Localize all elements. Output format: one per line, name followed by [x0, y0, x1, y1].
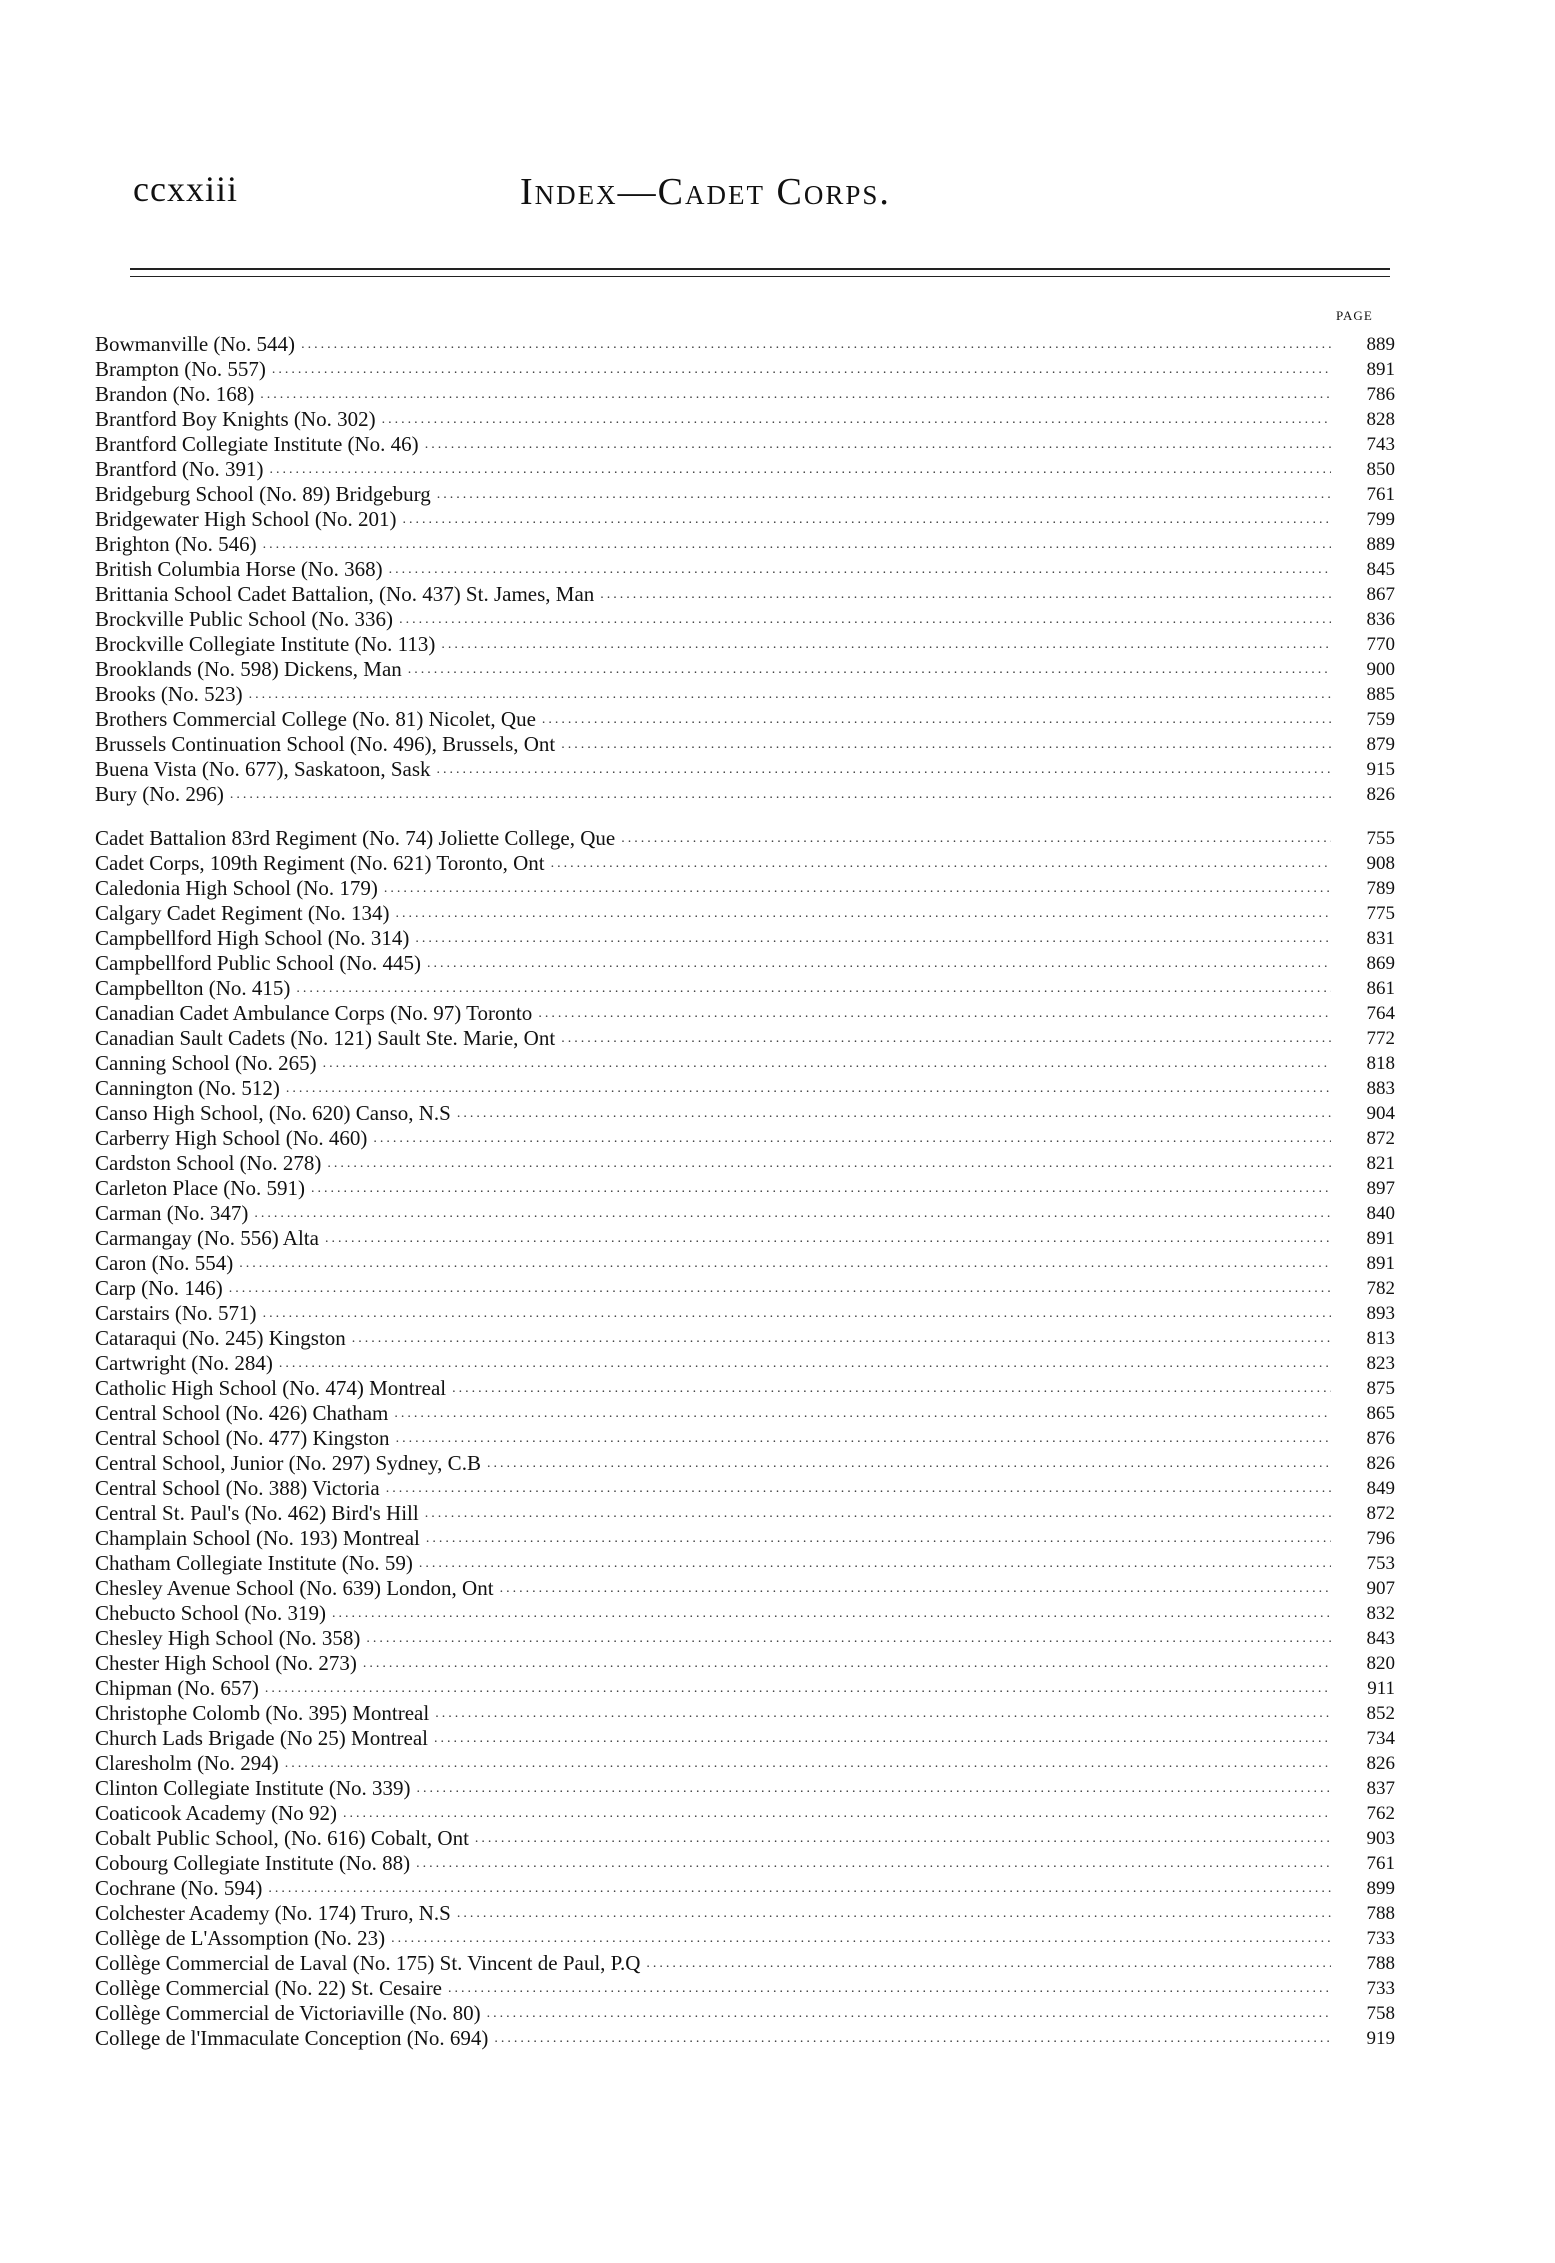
entry-name: Christophe Colomb (No. 395) Montreal [95, 1701, 430, 1725]
dot-leader [441, 632, 1331, 657]
entry-page: 743 [1366, 434, 1395, 455]
entry-name: Calgary Cadet Regiment (No. 134) [95, 901, 390, 925]
dot-leader [600, 582, 1331, 607]
entry-name: Canadian Sault Cadets (No. 121) Sault Ste. Marie, Ont [95, 1026, 556, 1050]
index-entry [95, 1626, 1395, 1651]
dot-leader [296, 976, 1331, 1001]
entry-page: 903 [1366, 1828, 1395, 1849]
dot-leader [419, 1551, 1331, 1576]
index-entry [95, 1276, 1395, 1301]
entry-name: Buena Vista (No. 677), Saskatoon, Sask [95, 757, 431, 781]
entry-name: Collège de L'Assomption (No. 23) [95, 1926, 386, 1950]
index-section-c [95, 826, 1395, 2051]
entry-name: Brooklands (No. 598) Dickens, Man [95, 657, 402, 681]
dot-leader [434, 1726, 1331, 1751]
dot-leader [621, 826, 1331, 851]
entry-page: 761 [1366, 1853, 1395, 1874]
dot-leader [363, 1651, 1331, 1676]
index-entry [95, 1851, 1395, 1876]
entry-name: Caron (No. 554) [95, 1251, 234, 1275]
entry-name: Carberry High School (No. 460) [95, 1126, 368, 1150]
dot-leader [452, 1376, 1331, 1401]
header-rule-thin [130, 276, 1390, 277]
entry-name: Central School (No. 477) Kingston [95, 1426, 390, 1450]
entry-name: Collège Commercial de Laval (No. 175) St. Vincent de Paul, P.Q [95, 1951, 641, 1975]
dot-leader [448, 1976, 1331, 2001]
entry-page: 820 [1366, 1653, 1395, 1674]
page-title: Index—Cadet Corps. [520, 171, 891, 213]
entry-name: Chipman (No. 657) [95, 1676, 259, 1700]
entry-name: Bridgewater High School (No. 201) [95, 507, 397, 531]
dot-leader [538, 1001, 1331, 1026]
index-entry [95, 851, 1395, 876]
index-entry [95, 1476, 1395, 1501]
entry-page: 843 [1366, 1628, 1395, 1649]
index-entry [95, 1801, 1395, 1826]
index-entry [95, 1101, 1395, 1126]
index-entry [95, 407, 1395, 432]
dot-leader [551, 851, 1331, 876]
dot-leader [239, 1251, 1331, 1276]
entry-page: 782 [1366, 1278, 1395, 1299]
dot-leader [399, 607, 1331, 632]
entry-page: 758 [1366, 2003, 1395, 2024]
index-entry [95, 1976, 1395, 2001]
dot-leader [561, 732, 1331, 757]
entry-name: Cannington (No. 512) [95, 1076, 280, 1100]
entry-name: Brampton (No. 557) [95, 357, 266, 381]
index-entry [95, 382, 1395, 407]
dot-leader [325, 1226, 1331, 1251]
entry-page: 837 [1366, 1778, 1395, 1799]
index-entry [95, 657, 1395, 682]
entry-page: 869 [1366, 953, 1395, 974]
entry-page: 885 [1366, 684, 1395, 705]
entry-page: 919 [1366, 2028, 1395, 2049]
index-entry [95, 482, 1395, 507]
entry-page: 893 [1366, 1303, 1395, 1324]
entry-name: Catholic High School (No. 474) Montreal [95, 1376, 447, 1400]
entry-name: Canso High School, (No. 620) Canso, N.S [95, 1101, 451, 1125]
index-entry [95, 1201, 1395, 1226]
index-entry [95, 1876, 1395, 1901]
entry-name: Brantford Collegiate Institute (No. 46) [95, 432, 419, 456]
dot-leader [386, 1476, 1331, 1501]
dot-leader [263, 532, 1331, 557]
index-entry [95, 1926, 1395, 1951]
index-entry [95, 1526, 1395, 1551]
entry-page: 734 [1366, 1728, 1395, 1749]
dot-leader [272, 357, 1331, 382]
entry-page: 831 [1366, 928, 1395, 949]
entry-page: 875 [1366, 1378, 1395, 1399]
entry-name: Carmangay (No. 556) Alta [95, 1226, 319, 1250]
index-entry [95, 1551, 1395, 1576]
entry-name: Bridgeburg School (No. 89) Bridgeburg [95, 482, 431, 506]
entry-page: 826 [1366, 1753, 1395, 1774]
entry-page: 759 [1366, 709, 1395, 730]
index-entry [95, 2026, 1395, 2051]
dot-leader [260, 382, 1331, 407]
entry-name: Cartwright (No. 284) [95, 1351, 273, 1375]
index-entry [95, 1726, 1395, 1751]
entry-name: Brittania School Cadet Battalion, (No. 437) St. James, Man [95, 582, 595, 606]
entry-page: 865 [1366, 1403, 1395, 1424]
entry-page: 836 [1366, 609, 1395, 630]
entry-name: Cadet Corps, 109th Regiment (No. 621) Toronto, Ont [95, 851, 545, 875]
index-entry [95, 2001, 1395, 2026]
index-entry [95, 1051, 1395, 1076]
entry-name: Claresholm (No. 294) [95, 1751, 279, 1775]
entry-page: 861 [1366, 978, 1395, 999]
entry-name: Central School (No. 426) Chatham [95, 1401, 389, 1425]
entry-name: Central St. Paul's (No. 462) Bird's Hill [95, 1501, 419, 1525]
entry-name: Chesley Avenue School (No. 639) London, Ont [95, 1576, 494, 1600]
entry-name: Brandon (No. 168) [95, 382, 255, 406]
index-section-b [95, 332, 1395, 807]
entry-name: Bowmanville (No. 544) [95, 332, 296, 356]
dot-leader [487, 1451, 1331, 1476]
index-entry [95, 1351, 1395, 1376]
dot-leader [396, 901, 1331, 926]
dot-leader [394, 1401, 1331, 1426]
dot-leader [265, 1676, 1331, 1701]
dot-leader [425, 432, 1331, 457]
index-entry [95, 457, 1395, 482]
entry-name: Carstairs (No. 571) [95, 1301, 257, 1325]
dot-leader [646, 1951, 1331, 1976]
dot-leader [311, 1176, 1331, 1201]
index-entry [95, 332, 1395, 357]
entry-name: Brantford (No. 391) [95, 457, 264, 481]
entry-page: 818 [1366, 1053, 1395, 1074]
page-column-label: PAGE [1336, 308, 1373, 323]
dot-leader [425, 1501, 1331, 1526]
index-entry [95, 826, 1395, 851]
dot-leader [542, 707, 1331, 732]
dot-leader [415, 926, 1331, 951]
entry-page: 788 [1366, 1953, 1395, 1974]
entry-name: Brockville Public School (No. 336) [95, 607, 394, 631]
entry-page: 891 [1366, 1253, 1395, 1274]
entry-name: Cobalt Public School, (No. 616) Cobalt, Ont [95, 1826, 469, 1850]
dot-leader [366, 1626, 1331, 1651]
entry-name: Chesley High School (No. 358) [95, 1626, 361, 1650]
entry-name: Campbellton (No. 415) [95, 976, 291, 1000]
dot-leader [426, 1526, 1331, 1551]
index-entry [95, 876, 1395, 901]
entry-name: Caledonia High School (No. 179) [95, 876, 378, 900]
dot-leader [457, 1101, 1331, 1126]
dot-leader [408, 657, 1331, 682]
entry-name: Church Lads Brigade (No 25) Montreal [95, 1726, 428, 1750]
dot-leader [263, 1301, 1331, 1326]
entry-page: 772 [1366, 1028, 1395, 1049]
entry-page: 897 [1366, 1178, 1395, 1199]
dot-leader [249, 682, 1331, 707]
index-entry [95, 951, 1395, 976]
entry-name: Chebucto School (No. 319) [95, 1601, 326, 1625]
entry-name: Carman (No. 347) [95, 1201, 249, 1225]
entry-page: 733 [1366, 1978, 1395, 1999]
header-rule [130, 268, 1390, 270]
index-entry [95, 1826, 1395, 1851]
dot-leader [323, 1051, 1331, 1076]
index-entry [95, 757, 1395, 782]
entry-name: Cardston School (No. 278) [95, 1151, 322, 1175]
index-entry [95, 1126, 1395, 1151]
entry-name: Central School (No. 388) Victoria [95, 1476, 380, 1500]
entry-page: 786 [1366, 384, 1395, 405]
dot-leader [457, 1901, 1331, 1926]
entry-page: 826 [1366, 1453, 1395, 1474]
entry-page: 867 [1366, 584, 1395, 605]
index-entry [95, 607, 1395, 632]
index-entry [95, 1226, 1395, 1251]
index-entry [95, 1326, 1395, 1351]
entry-name: Brockville Collegiate Institute (No. 113) [95, 632, 436, 656]
entry-page: 813 [1366, 1328, 1395, 1349]
entry-name: Coaticook Academy (No 92) [95, 1801, 338, 1825]
dot-leader [427, 951, 1331, 976]
index-entry [95, 1651, 1395, 1676]
entry-page: 849 [1366, 1478, 1395, 1499]
index-entry [95, 1076, 1395, 1101]
dot-leader [270, 457, 1331, 482]
entry-page: 904 [1366, 1103, 1395, 1124]
entry-page: 900 [1366, 659, 1395, 680]
entry-page: 872 [1366, 1128, 1395, 1149]
index-entry [95, 1901, 1395, 1926]
entry-page: 883 [1366, 1078, 1395, 1099]
entry-page: 733 [1366, 1928, 1395, 1949]
index-entry [95, 557, 1395, 582]
entry-name: Central School, Junior (No. 297) Sydney, C.B [95, 1451, 481, 1475]
index-entry [95, 357, 1395, 382]
entry-name: Brussels Continuation School (No. 496), Brussels, Ont [95, 732, 556, 756]
dot-leader [435, 1701, 1331, 1726]
entry-page: 840 [1366, 1203, 1395, 1224]
page-number: ccxxiii [133, 169, 238, 209]
entry-page: 872 [1366, 1503, 1395, 1524]
entry-name: Collège Commercial de Victoriaville (No. 80) [95, 2001, 481, 2025]
entry-page: 821 [1366, 1153, 1395, 1174]
index-entry [95, 1376, 1395, 1401]
entry-name: Brothers Commercial College (No. 81) Nicolet, Que [95, 707, 536, 731]
index-entry [95, 432, 1395, 457]
entry-page: 823 [1366, 1353, 1395, 1374]
index-entry [95, 707, 1395, 732]
entry-name: Campbellford High School (No. 314) [95, 926, 410, 950]
index-entry [95, 901, 1395, 926]
entry-page: 753 [1366, 1553, 1395, 1574]
entry-page: 845 [1366, 559, 1395, 580]
dot-leader [437, 757, 1332, 782]
entry-name: Brantford Boy Knights (No. 302) [95, 407, 376, 431]
index-entry [95, 976, 1395, 1001]
entry-name: Cobourg Collegiate Institute (No. 88) [95, 1851, 411, 1875]
dot-leader [373, 1126, 1331, 1151]
dot-leader [382, 407, 1331, 432]
entry-page: 755 [1366, 828, 1395, 849]
index-entry [95, 1576, 1395, 1601]
entry-page: 908 [1366, 853, 1395, 874]
entry-name: Canadian Cadet Ambulance Corps (No. 97) Toronto [95, 1001, 533, 1025]
entry-page: 762 [1366, 1803, 1395, 1824]
entry-page: 891 [1366, 359, 1395, 380]
entry-page: 899 [1366, 1878, 1395, 1899]
entry-page: 891 [1366, 1228, 1395, 1249]
entry-page: 889 [1366, 334, 1395, 355]
entry-name: College de l'Immaculate Conception (No. 694) [95, 2026, 489, 2050]
entry-page: 915 [1366, 759, 1395, 780]
entry-name: Bury (No. 296) [95, 782, 224, 806]
dot-leader [396, 1426, 1331, 1451]
index-entry [95, 582, 1395, 607]
entry-name: Cadet Battalion 83rd Regiment (No. 74) Joliette College, Que [95, 826, 616, 850]
index-entry [95, 1026, 1395, 1051]
index-entry [95, 632, 1395, 657]
entry-page: 761 [1366, 484, 1395, 505]
dot-leader [279, 1351, 1331, 1376]
entry-page: 876 [1366, 1428, 1395, 1449]
index-entry [95, 1951, 1395, 1976]
entry-page: 911 [1367, 1678, 1395, 1699]
dot-leader [487, 2001, 1331, 2026]
dot-leader [286, 1076, 1331, 1101]
dot-leader [343, 1801, 1331, 1826]
entry-page: 828 [1366, 409, 1395, 430]
entry-name: British Columbia Horse (No. 368) [95, 557, 383, 581]
entry-page: 788 [1366, 1903, 1395, 1924]
entry-page: 826 [1366, 784, 1395, 805]
index-entry [95, 1001, 1395, 1026]
index-entry [95, 1401, 1395, 1426]
index-entry [95, 1701, 1395, 1726]
dot-leader [230, 782, 1331, 807]
entry-name: Canning School (No. 265) [95, 1051, 317, 1075]
entry-page: 850 [1366, 459, 1395, 480]
index-entry [95, 1676, 1395, 1701]
dot-leader [285, 1751, 1331, 1776]
entry-page: 879 [1366, 734, 1395, 755]
entry-page: 796 [1366, 1528, 1395, 1549]
entry-name: Brighton (No. 546) [95, 532, 257, 556]
dot-leader [437, 482, 1331, 507]
index-entry [95, 1601, 1395, 1626]
dot-leader [332, 1601, 1331, 1626]
index-entry [95, 1151, 1395, 1176]
entry-name: Colchester Academy (No. 174) Truro, N.S [95, 1901, 451, 1925]
entry-page: 889 [1366, 534, 1395, 555]
index-entry [95, 732, 1395, 757]
index-entry [95, 532, 1395, 557]
index-entry [95, 507, 1395, 532]
entry-name: Cochrane (No. 594) [95, 1876, 263, 1900]
dot-leader [384, 876, 1331, 901]
entry-page: 775 [1366, 903, 1395, 924]
entry-page: 852 [1366, 1703, 1395, 1724]
entry-name: Carleton Place (No. 591) [95, 1176, 305, 1200]
dot-leader [254, 1201, 1331, 1226]
index-entry [95, 1451, 1395, 1476]
entry-name: Chatham Collegiate Institute (No. 59) [95, 1551, 413, 1575]
index-entry [95, 1501, 1395, 1526]
index-entry [95, 1176, 1395, 1201]
dot-leader [268, 1876, 1331, 1901]
index-entry [95, 1251, 1395, 1276]
dot-leader [403, 507, 1331, 532]
entry-name: Chester High School (No. 273) [95, 1651, 357, 1675]
index-entry [95, 782, 1395, 807]
dot-leader [301, 332, 1331, 357]
dot-leader [327, 1151, 1331, 1176]
dot-leader [417, 1776, 1331, 1801]
entry-name: Collège Commercial (No. 22) St. Cesaire [95, 1976, 443, 2000]
entry-page: 764 [1366, 1003, 1395, 1024]
entry-page: 907 [1366, 1578, 1395, 1599]
dot-leader [391, 1926, 1331, 1951]
dot-leader [389, 557, 1331, 582]
dot-leader [475, 1826, 1331, 1851]
dot-leader [561, 1026, 1331, 1051]
dot-leader [352, 1326, 1331, 1351]
index-entry [95, 1426, 1395, 1451]
entry-name: Cataraqui (No. 245) Kingston [95, 1326, 346, 1350]
entry-page: 789 [1366, 878, 1395, 899]
entry-page: 770 [1366, 634, 1395, 655]
dot-leader [416, 1851, 1331, 1876]
entry-name: Champlain School (No. 193) Montreal [95, 1526, 420, 1550]
entry-page: 832 [1366, 1603, 1395, 1624]
entry-name: Campbellford Public School (No. 445) [95, 951, 422, 975]
index-entry [95, 926, 1395, 951]
dot-leader [494, 2026, 1331, 2051]
entry-name: Clinton Collegiate Institute (No. 339) [95, 1776, 411, 1800]
index-entry [95, 1751, 1395, 1776]
entry-name: Carp (No. 146) [95, 1276, 223, 1300]
index-entry [95, 1301, 1395, 1326]
index-entry [95, 682, 1395, 707]
dot-leader [500, 1576, 1331, 1601]
entry-name: Brooks (No. 523) [95, 682, 243, 706]
dot-leader [229, 1276, 1331, 1301]
index-entry [95, 1776, 1395, 1801]
entry-page: 799 [1366, 509, 1395, 530]
